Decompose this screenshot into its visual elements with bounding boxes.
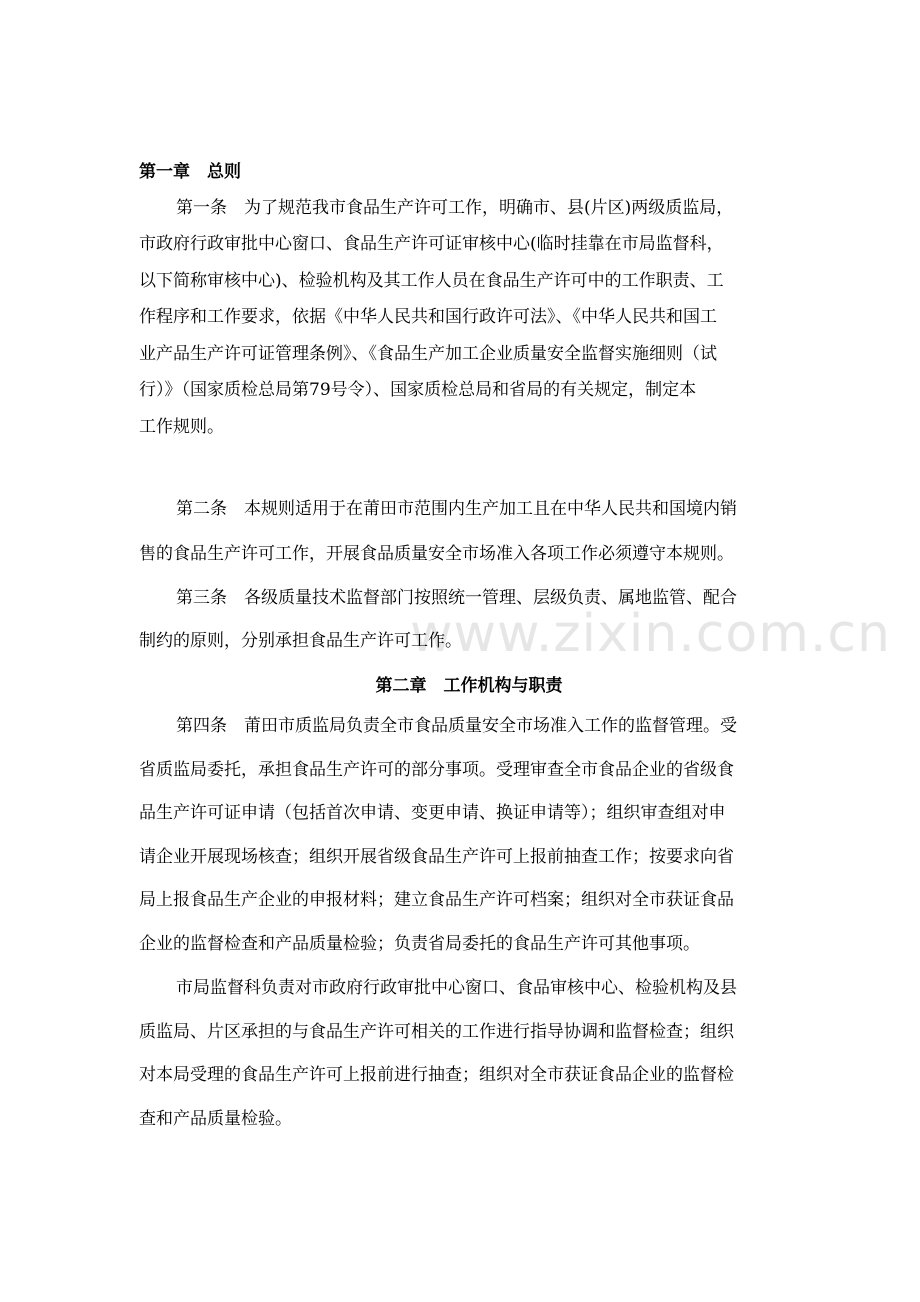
article-1-line: 作程序和工作要求，依据《中华人民共和国行政许可法》、《中华人民共和国工 [139, 307, 717, 327]
article-4-line: 品生产许可证申请（包括首次申请、变更申请、换证申请等）；组织审查组对申 [139, 803, 726, 823]
article-1-line: 行）》（国家质检总局第79号令）、国家质检总局和省局的有关规定，制定本 [139, 380, 697, 400]
article-1-line: 工作规则。 [139, 417, 224, 437]
article-1-line: 第一条 为了规范我市食品生产许可工作，明确市、县(片区)两级质监局， [176, 198, 734, 218]
supervision-paragraph-line: 查和产品质量检验。 [139, 1109, 292, 1129]
article-3-line: 第三条 各级质量技术监督部门按照统一管理、层级负责、属地监管、配合 [176, 588, 737, 608]
article-4-line: 企业的监督检查和产品质量检验；负责省局委托的食品生产许可其他事项。 [139, 934, 700, 954]
article-2-line: 第二条 本规则适用于在莆田市范围内生产加工且在中华人民共和国境内销 [176, 499, 737, 519]
article-4-line: 局上报食品生产企业的申报材料；建立食品生产许可档案；组织对全市获证食品 [139, 890, 734, 910]
article-4-line: 请企业开展现场核查；组织开展省级食品生产许可上报前抽查工作；按要求向省 [139, 847, 734, 867]
supervision-paragraph-line: 质监局、片区承担的与食品生产许可相关的工作进行指导协调和监督检查；组织 [139, 1022, 734, 1042]
article-1-line: 业产品生产许可证管理条例》、《食品生产加工企业质量安全监督实施细则（试 [139, 344, 717, 364]
supervision-paragraph-line: 对本局受理的食品生产许可上报前进行抽查；组织对全市获证食品企业的监督检 [139, 1065, 734, 1085]
article-3-line: 制约的原则，分别承担食品生产许可工作。 [139, 631, 462, 651]
article-2-line: 售的食品生产许可工作，开展食品质量安全市场准入各项工作必须遵守本规则。 [139, 544, 734, 564]
article-1-line: 以下简称审核中心)、检验机构及其工作人员在食品生产许可中的工作职责、工 [139, 271, 724, 291]
article-4-line: 第四条 莆田市质监局负责全市食品质量安全市场准入工作的监督管理。受 [176, 716, 737, 736]
article-1-line: 市政府行政审批中心窗口、食品生产许可证审核中心(临时挂靠在市局监督科， [139, 234, 724, 254]
supervision-paragraph-line: 市局监督科负责对市政府行政审批中心窗口、食品审核中心、检验机构及县 [176, 978, 737, 998]
chapter-1-title: 第一章 总则 [139, 162, 241, 182]
chapter-2-title: 第二章 工作机构与职责 [375, 676, 563, 696]
article-4-line: 省质监局委托，承担食品生产许可的部分事项。受理审查全市食品企业的省级食 [139, 760, 734, 780]
watermark: www.zixin.com.cn [410, 604, 891, 664]
